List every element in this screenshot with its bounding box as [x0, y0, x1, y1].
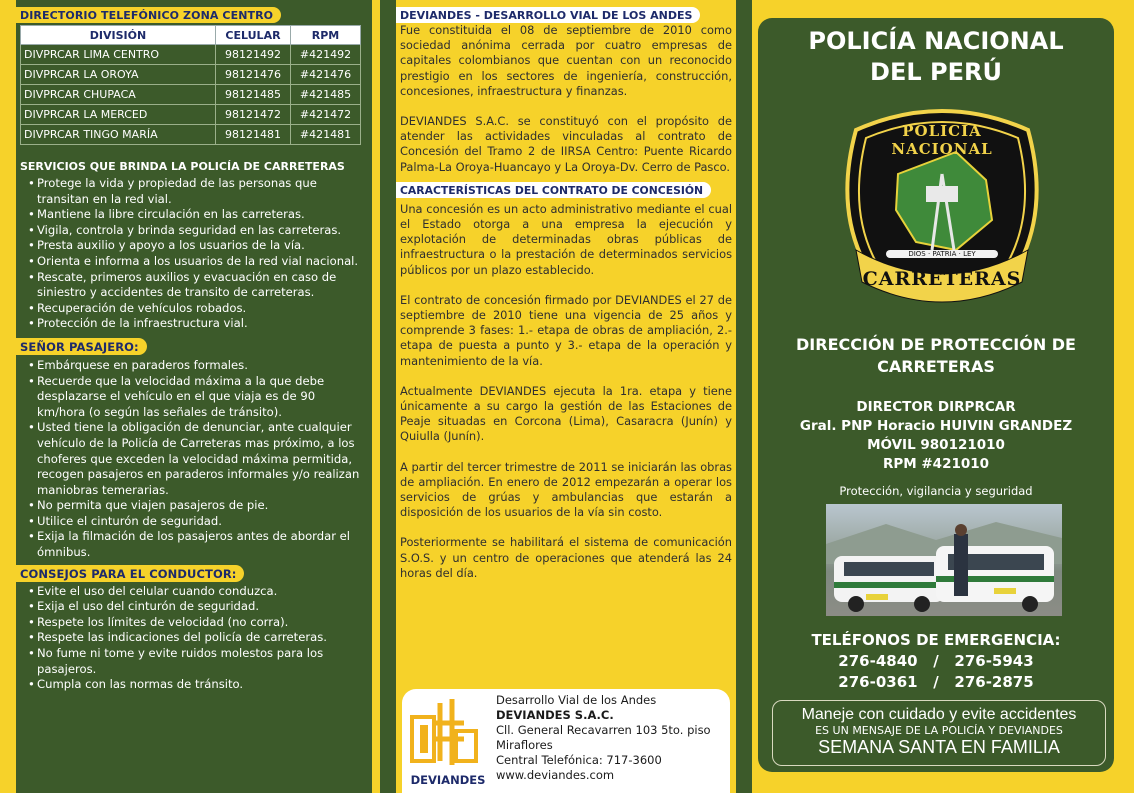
paragraph: Actualmente DEVIANDES ejecuta la 1ra. etapa y tiene únicamente a su cargo la gestión de las Estaciones de Peaje situadas en Corcona (Lima), Casaracra (Junín) y Quiulla (Junín).: [400, 383, 732, 444]
badge-top-text: POLICIA NACIONAL: [891, 122, 993, 158]
company-line1: Desarrollo Vial de los Andes: [496, 693, 657, 707]
passenger-title: SEÑOR PASAJERO:: [16, 338, 147, 355]
table-row: [21, 125, 361, 145]
company-line3: Cll. General Recavarren 103 5to. piso: [496, 723, 711, 737]
list-item: • Usted tiene la obligación de denunciar, ante cualquier vehículo de la Policía de Carreteras mas próximo, a los choferes que exceden la velocidad máxima permitida, recogen pasajeros en paraderos informales y/o realizan maniobras temerarias.: [26, 420, 364, 498]
badge-ribbon-text: DIOS · PATRIA · LEY: [886, 250, 998, 258]
logo-text: DEVIANDES: [410, 773, 486, 787]
list-item: • Evite el uso del celular cuando conduzca.: [26, 584, 364, 600]
patrol-cars-photo: [826, 504, 1062, 616]
list-item: • Mantiene la libre circulación en las carreteras.: [26, 207, 364, 223]
list-item: • Rescate, primeros auxilios y evacuación en caso de siniestro y accidentes de transito de carreteras.: [26, 270, 364, 301]
cover-title-line2: DEL PERÚ: [870, 58, 1002, 86]
footer-line1: Maneje con cuidado y evite accidentes: [801, 706, 1077, 723]
services-title: SERVICIOS QUE BRINDA LA POLICÍA DE CARRETERAS: [20, 160, 345, 173]
footer-line2: ES UN MENSAJE DE LA POLICÍA Y DEVIANDES: [815, 724, 1063, 737]
emergency-phones-2: 276-0361 / 276-2875: [838, 673, 1034, 691]
directory-table: [20, 25, 361, 145]
left-panel: [16, 0, 372, 793]
division-cell: DIVPRCAR LA OROYA: [21, 65, 216, 85]
deviandes-logo: [406, 695, 490, 789]
rpm-cell: #421492: [291, 45, 361, 65]
paragraph: DEVIANDES S.A.C. se constituyó con el propósito de atender las actividades vinculadas al contrato de Concesión del Tramo 2 de IIRSA Centro: Puente Ricardo Palma-La Oroya-Huancayo y La Oroya-Dv. Cerro de Pasco.: [400, 114, 732, 174]
list-item: • Recuerde que la velocidad máxima a la que debe desplazarse el vehículo en el que viaja es de 90 km/hora (o según las señales de tránsito).: [26, 374, 364, 421]
list-item: • Protección de la infraestructura vial.: [26, 316, 364, 332]
table-row: [21, 85, 361, 105]
division-cell: DIVPRCAR LIMA CENTRO: [21, 45, 216, 65]
table-row: [21, 65, 361, 85]
middle-panel: [380, 0, 752, 793]
police-badge: [836, 100, 1048, 310]
driver-title: CONSEJOS PARA EL CONDUCTOR:: [16, 565, 244, 582]
company-line2: DEVIANDES S.A.C.: [496, 708, 614, 722]
department-line1: DIRECCIÓN DE PROTECCIÓN DE: [796, 335, 1076, 354]
emergency-title: TELÉFONOS DE EMERGENCIA:: [811, 631, 1061, 649]
deviandes-text: [396, 23, 736, 175]
company-line5: Central Telefónica: 717-3600: [496, 753, 662, 767]
director-name: Gral. PNP Horacio HUIVIN GRANDEZ: [799, 418, 1073, 434]
celular-cell: 98121476: [216, 65, 291, 85]
list-item: • Utilice el cinturón de seguridad.: [26, 514, 364, 530]
rpm-cell: #421472: [291, 105, 361, 125]
celular-cell: 98121481: [216, 125, 291, 145]
list-item: • Exija el uso del cinturón de seguridad.: [26, 599, 364, 615]
patrol-car-icon: [826, 504, 1062, 616]
table-row: [21, 45, 361, 65]
paragraph: Una concesión es un acto administrativo mediante el cual el Estado otorga a una empresa la ejecución y explotación de determinadas obras públicas de infraestructura o la prestación de determinados servicios públicos por un plazo establecido.: [400, 201, 732, 277]
company-website[interactable]: www.deviandes.com: [496, 768, 615, 782]
cover-panel: [758, 18, 1114, 772]
col-rpm: RPM: [291, 26, 361, 45]
director-title: DIRECTOR DIRPRCAR: [856, 399, 1016, 415]
rpm-cell: #421485: [291, 85, 361, 105]
deviandes-title: DEVIANDES - DESARROLLO VIAL DE LOS ANDES: [396, 7, 700, 23]
list-item: • Respete las indicaciones del policía de carreteras.: [26, 630, 364, 646]
paragraph: El contrato de concesión firmado por DEVIANDES el 27 de septiembre de 2010 tiene una vigencia de 25 años y comprende 3 fases: 1.- etapa de obras de ampliación, 2.- etapa de puesta a punto y 3.- etapa de la operación y mantenimiento de la vía.: [400, 292, 732, 368]
list-item: • Orienta e informa a los usuarios de la red vial nacional.: [26, 254, 364, 270]
passenger-list: [16, 358, 372, 561]
celular-cell: 98121485: [216, 85, 291, 105]
list-item: • Vigila, controla y brinda seguridad en las carreteras.: [26, 223, 364, 239]
emergency-phones-1: 276-4840 / 276-5943: [838, 652, 1034, 670]
footer-box: [772, 700, 1106, 766]
motto: Protección, vigilancia y seguridad: [839, 484, 1033, 498]
director-mobile: MÓVIL 980121010: [867, 437, 1005, 453]
table-row: [21, 105, 361, 125]
col-celular: CELULAR: [216, 26, 291, 45]
department-line2: CARRETERAS: [877, 357, 995, 376]
paragraph: Fue constituida el 08 de septiembre de 2010 como sociedad anónima cerrada por cuatro empresas de capitales colombianos que cuentan con un reconocido prestigio en los sectores de ingeniería, construcción, concesiones, infraestructura y finanzas.: [400, 23, 732, 98]
list-item: • No fume ni tome y evite ruidos molestos para los pasajeros.: [26, 646, 364, 677]
paragraph: A partir del tercer trimestre de 2011 se iniciarán las obras de ampliación. En enero de 2012 empezarán a operar los servicios de grúas y ambulancias que estarán a disposición de los usuarios de la vía sin costo.: [400, 459, 732, 520]
list-item: • Recuperación de vehículos robados.: [26, 301, 364, 317]
company-line4: Miraflores: [496, 738, 553, 752]
list-item: • No permita que viajen pasajeros de pie.: [26, 498, 364, 514]
list-item: • Cumpla con las normas de tránsito.: [26, 677, 364, 693]
directory-title: DIRECTORIO TELEFÓNICO ZONA CENTRO: [16, 7, 281, 23]
cover-title-line1: POLICÍA NACIONAL: [808, 27, 1064, 55]
contract-text: [396, 202, 736, 581]
badge-bottom-text: CARRETERAS: [862, 268, 1022, 290]
middle-content: [396, 0, 736, 793]
director-rpm: RPM #421010: [882, 456, 990, 472]
driver-list: [16, 584, 372, 693]
list-item: • Exija la filmación de los pasajeros antes de abordar el ómnibus.: [26, 529, 364, 560]
list-item: • Presta auxilio y apoyo a los usuarios de la vía.: [26, 238, 364, 254]
company-card: [402, 689, 730, 793]
list-item: • Respete los límites de velocidad (no corra).: [26, 615, 364, 631]
rpm-cell: #421476: [291, 65, 361, 85]
list-item: • Embárquese en paraderos formales.: [26, 358, 364, 374]
rpm-cell: #421481: [291, 125, 361, 145]
contract-title: CARACTERÍSTICAS DEL CONTRATO DE CONCESIÓN: [396, 182, 711, 198]
footer-line3: SEMANA SANTA EN FAMILIA: [818, 737, 1060, 757]
deviandes-logo-icon: [406, 695, 490, 771]
col-division: DIVISIÓN: [21, 26, 216, 45]
paragraph: Posteriormente se habilitará el sistema de comunicación S.O.S. y un centro de operaciones que atenderá las 24 horas del día.: [400, 535, 732, 580]
list-item: • Protege la vida y propiedad de las personas que transitan en la red vial.: [26, 176, 364, 207]
division-cell: DIVPRCAR CHUPACA: [21, 85, 216, 105]
celular-cell: 98121472: [216, 105, 291, 125]
division-cell: DIVPRCAR TINGO MARÍA: [21, 125, 216, 145]
services-list: [16, 176, 372, 332]
division-cell: DIVPRCAR LA MERCED: [21, 105, 216, 125]
celular-cell: 98121492: [216, 45, 291, 65]
